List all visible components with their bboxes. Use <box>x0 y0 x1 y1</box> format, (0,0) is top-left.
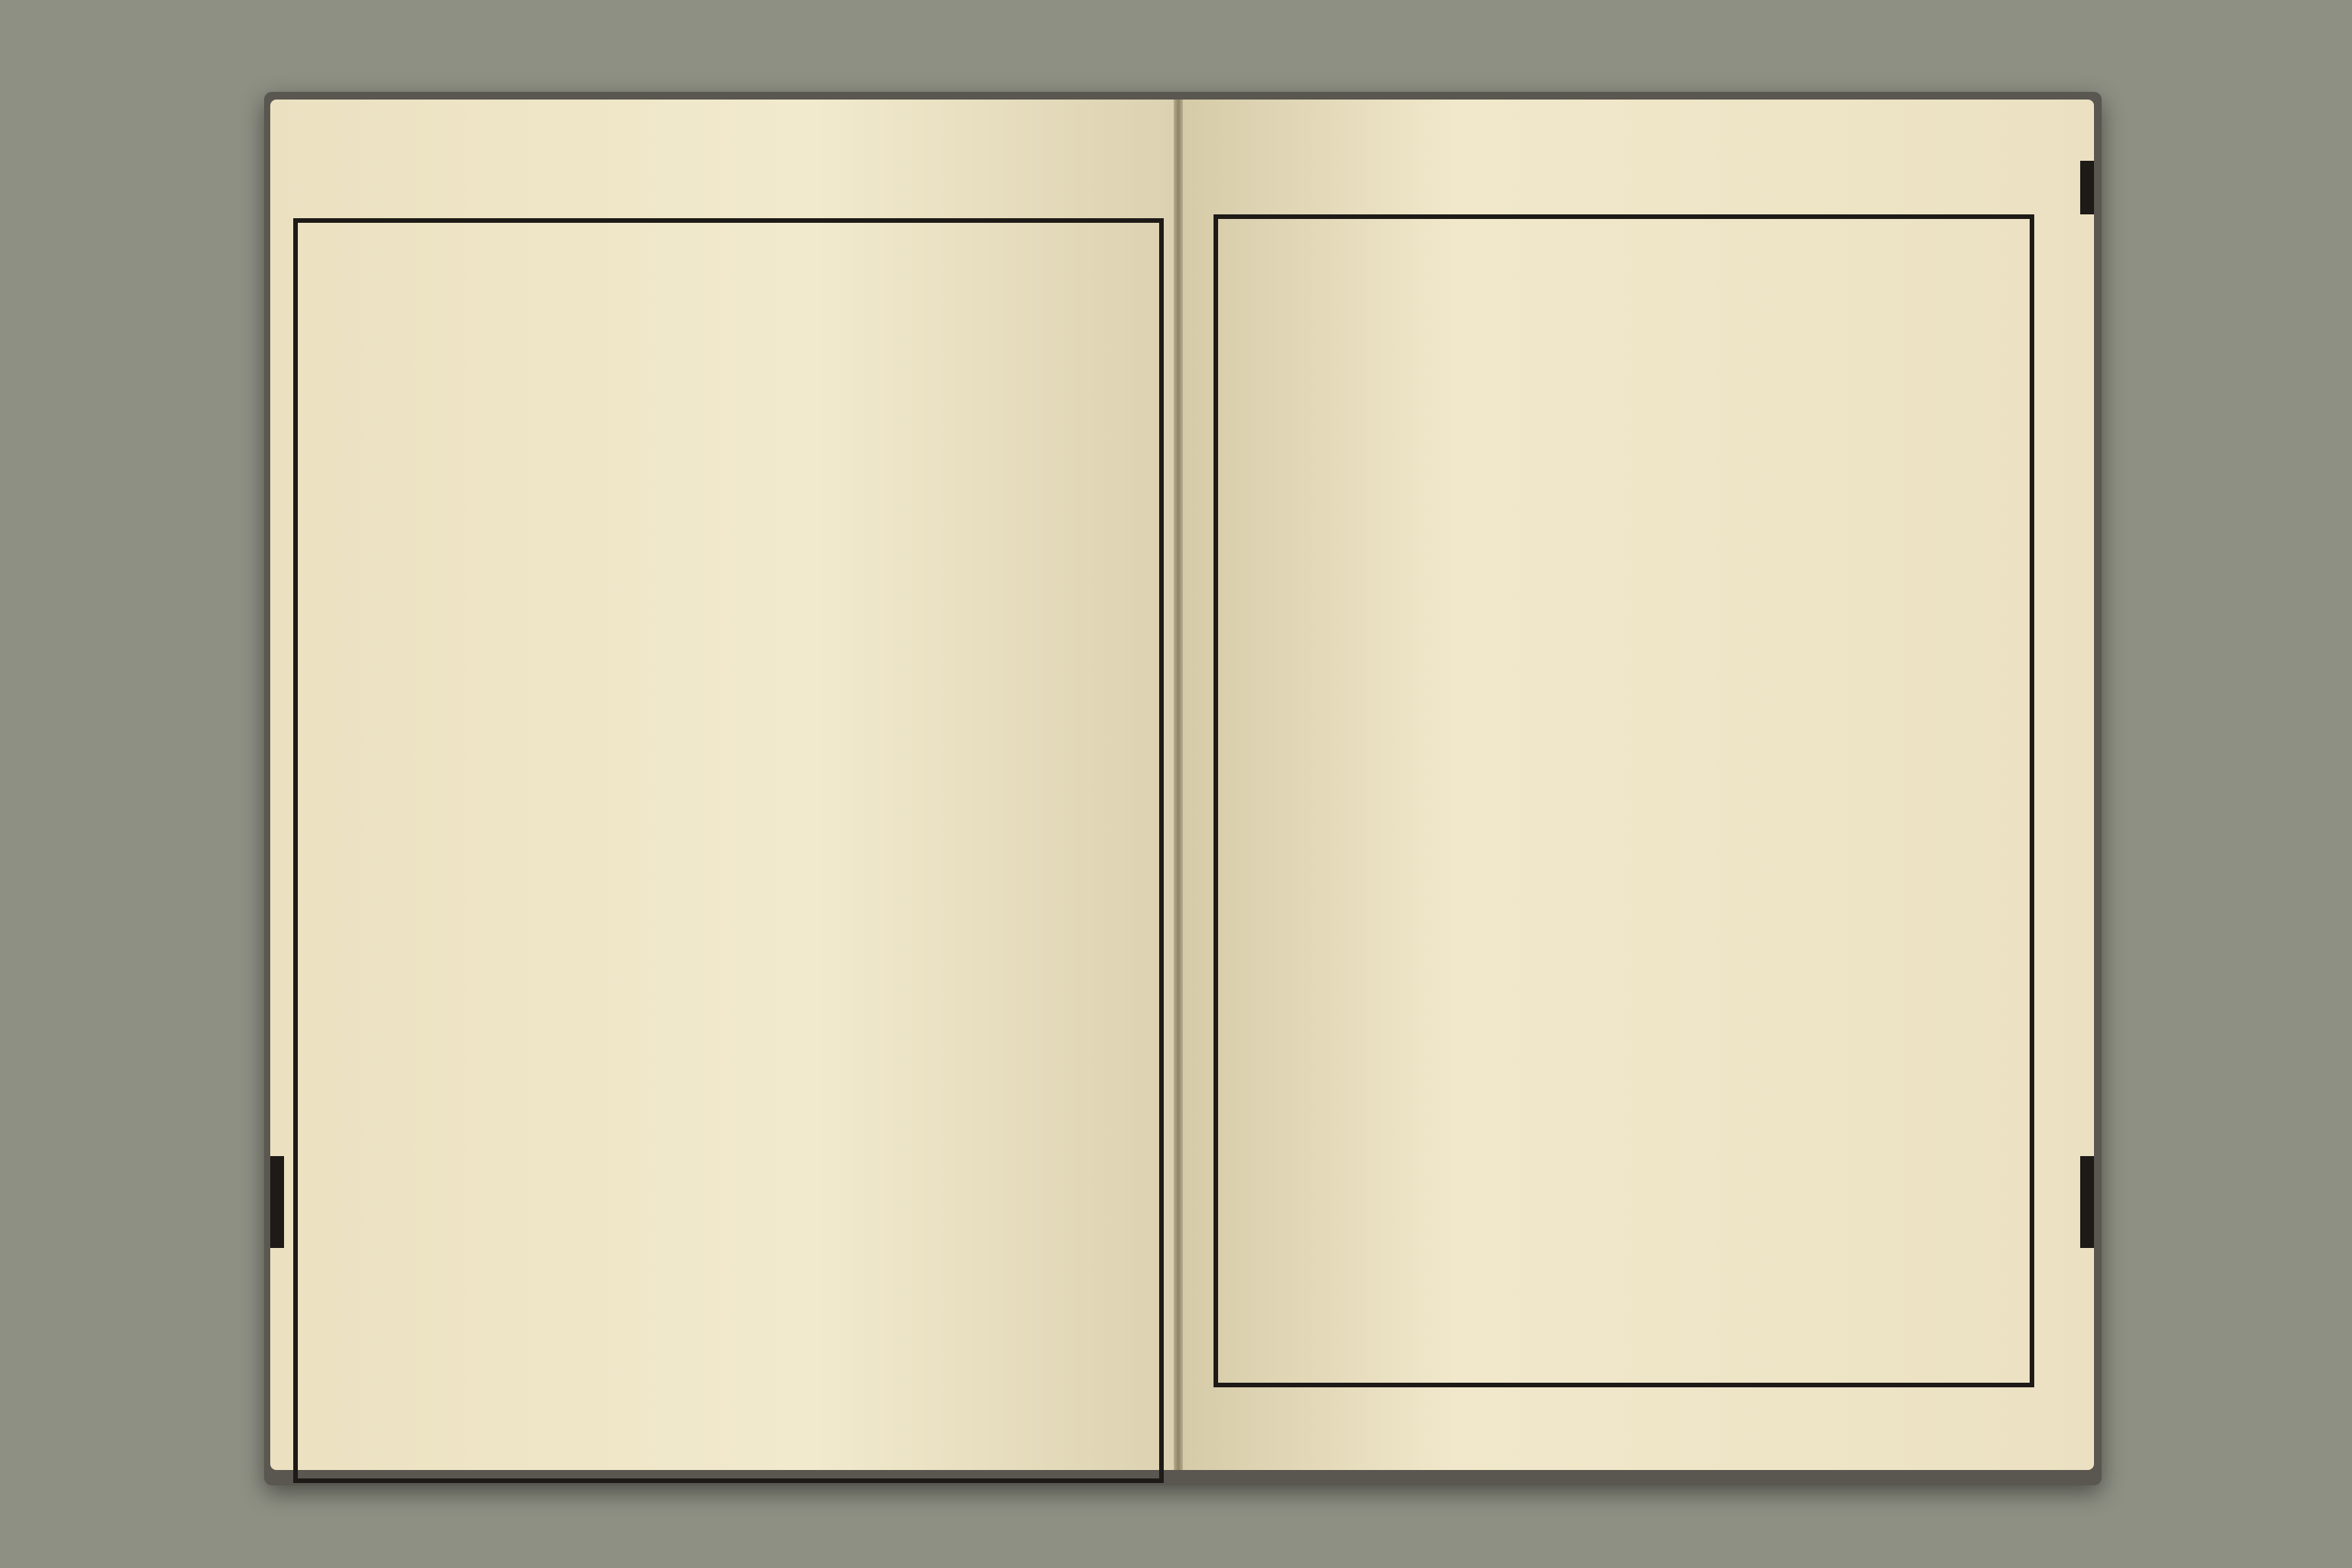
left-text-frame <box>293 218 1164 1483</box>
right-edge-mark <box>2080 161 2094 214</box>
open-book <box>264 92 2102 1485</box>
right-page-text <box>1233 234 2014 1367</box>
left-edge-mark <box>270 1156 284 1248</box>
right-page <box>1183 100 2094 1470</box>
right-text-frame <box>1214 214 2034 1387</box>
right-edge-mark-lower <box>2080 1156 2094 1248</box>
left-page <box>270 100 1174 1470</box>
left-page-text <box>313 238 1144 1463</box>
book-gutter <box>1174 100 1183 1470</box>
